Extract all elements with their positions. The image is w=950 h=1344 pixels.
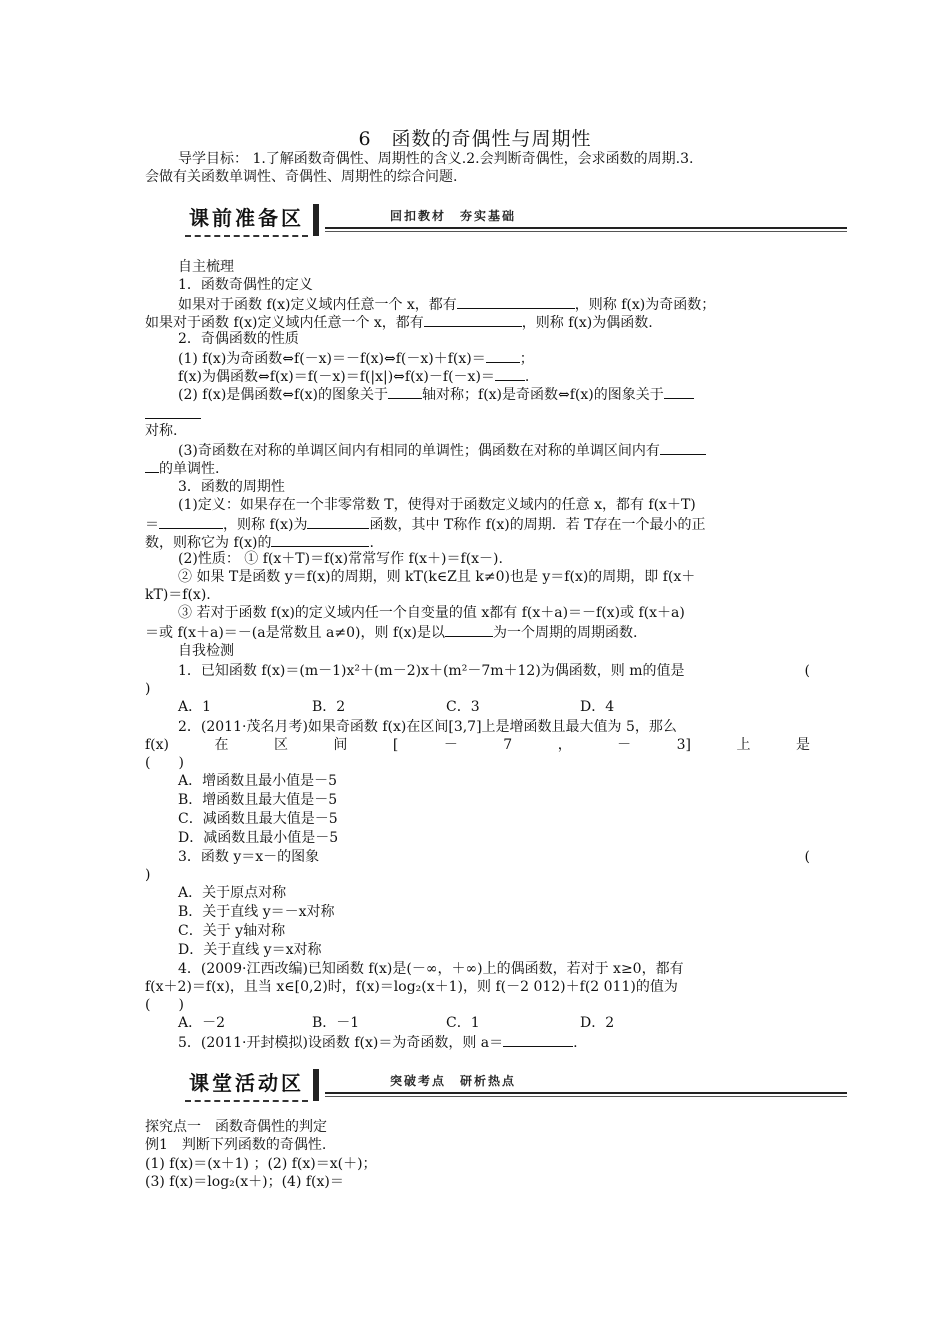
property-monotonic-text-end: 的单调性. — [159, 461, 220, 477]
period-property-2-end: kT)＝f(x). — [145, 587, 211, 603]
intro-line-1: 导学目标： 1.了解函数奇偶性、周期性的含义.2.会判断奇偶性，会求函数的周期.3. — [178, 151, 694, 167]
heading-self-review: 自主梳理 — [178, 259, 234, 275]
word: 3] — [676, 737, 691, 753]
word: 7 — [503, 737, 513, 753]
property-even-text: f(x)为偶函数⇔f(x)＝f(－x)＝f(|x|)⇔f(x)－f(－x)＝ — [178, 369, 495, 385]
definition-title: 1．函数奇偶性的定义 — [178, 277, 313, 293]
answer-blank — [307, 514, 369, 529]
answer-blank — [388, 384, 422, 399]
option-d[interactable]: D．4 — [580, 699, 615, 715]
question-3 — [178, 848, 810, 866]
answer-paren: ( — [804, 663, 810, 679]
period-title: 3．函数的周期性 — [178, 479, 285, 495]
definition-odd — [178, 294, 810, 314]
option-a[interactable]: A．1 — [178, 699, 212, 715]
property-symmetry-text-mid: 轴对称；f(x)是奇函数⇔f(x)的图象关于 — [422, 387, 664, 403]
property-symmetry-text: (2) f(x)是偶函数⇔f(x)的图象关于 — [178, 387, 389, 403]
banner-rule — [325, 1092, 847, 1094]
period-definition-2 — [145, 514, 810, 534]
definition-odd-text-end: ，则称 f(x)为奇函数； — [574, 297, 716, 313]
q3-option-b[interactable]: B．关于直线 y＝－x对称 — [178, 904, 335, 920]
banner-divider — [313, 204, 319, 236]
word: 是 — [795, 737, 810, 753]
answer-blank — [503, 1032, 573, 1047]
question-1 — [178, 662, 810, 680]
question-2: 2．(2011·茂名月考)如果奇函数 f(x)在区间[3,7]上是增函数且最大值为 5，那么 — [178, 719, 677, 735]
word: 区 — [273, 737, 288, 753]
question-2-paren: ( ) — [145, 755, 184, 771]
period-text: ＝ — [145, 517, 159, 533]
banner-subtitle: 突破考点 研析热点 — [390, 1074, 517, 1088]
q2-option-a[interactable]: A．增函数且最小值是－5 — [178, 773, 338, 789]
definition-even — [145, 312, 810, 332]
period-property-text-end: 为一个周期的周期函数. — [492, 625, 638, 641]
property-even — [178, 366, 810, 386]
property-odd-text: (1) f(x)为奇函数⇔f(－x)＝－f(x)⇔f(－x)＋f(x)＝ — [178, 351, 486, 367]
answer-blank — [486, 348, 520, 363]
banner-label: 课堂活动区 — [185, 1068, 308, 1098]
q3-option-c[interactable]: C．关于 y轴对称 — [178, 923, 286, 939]
property-symmetry-end: 对称. — [145, 423, 178, 439]
option-b[interactable]: B．－1 — [312, 1015, 360, 1031]
answer-blank — [660, 440, 706, 455]
banner-rule — [325, 227, 847, 229]
q3-option-a[interactable]: A．关于原点对称 — [178, 885, 287, 901]
explore-heading: 探究点一 函数奇偶性的判定 — [145, 1119, 327, 1135]
word: 在 — [214, 737, 229, 753]
banner-label: 课前准备区 — [185, 203, 308, 233]
period-definition-1: (1)定义：如果存在一个非零常数 T，使得对于函数定义域内的任意 x，都有 f(x＋T) — [178, 497, 696, 513]
section-banner-prep — [185, 203, 847, 243]
option-a[interactable]: A．－2 — [178, 1015, 226, 1031]
answer-blank — [271, 532, 369, 547]
property-symmetry — [178, 384, 810, 404]
definition-even-text-end: ，则称 f(x)为偶函数. — [521, 315, 653, 331]
property-monotonic — [178, 440, 810, 460]
answer-blank — [424, 312, 522, 327]
banner-subtitle: 回扣教材 夯实基础 — [390, 209, 517, 223]
property-title: 2．奇偶函数的性质 — [178, 331, 299, 347]
period-text-mid: ，则称 f(x)为 — [223, 517, 308, 533]
answer-blank — [145, 404, 201, 419]
word: ， — [557, 737, 572, 753]
page-title: 6 函数的奇偶性与周期性 — [358, 128, 592, 150]
banner-rule-thin — [325, 231, 847, 232]
question-2-spread — [145, 736, 810, 754]
option-c[interactable]: C．1 — [446, 1015, 480, 1031]
answer-paren: ( — [804, 849, 810, 865]
banner-rule-thin — [325, 1096, 847, 1097]
example-1-parts-2: (3) f(x)＝log₂(x＋)；(4) f(x)＝ — [145, 1174, 344, 1190]
property-odd — [178, 348, 810, 368]
property-even-text-end: . — [524, 369, 530, 385]
q2-option-c[interactable]: C．减函数且最大值是－5 — [178, 811, 338, 827]
word: － — [617, 737, 632, 753]
intro-line-2: 会做有关函数单调性、奇偶性、周期性的综合问题. — [145, 169, 458, 185]
period-property-text: ＝或 f(x＋a)＝－(a是常数且 a≠0)，则 f(x)是以 — [145, 625, 445, 641]
question-4-paren: ( ) — [145, 997, 184, 1013]
q2-option-d[interactable]: D．减函数且最小值是－5 — [178, 830, 339, 846]
question-5-text: 5．(2011·开封模拟)设函数 f(x)＝为奇函数，则 a＝ — [178, 1035, 504, 1051]
word: 间 — [333, 737, 348, 753]
period-min-text: 数，则称它为 f(x)的 — [145, 535, 272, 551]
question-1-text: 1．已知函数 f(x)＝(m－1)x²＋(m－2)x＋(m²－7m＋12)为偶函数，则 m的值是 — [178, 663, 685, 679]
answer-blank — [495, 366, 525, 381]
property-monotonic-text: (3)奇函数在对称的单调区间内有相同的单调性；偶函数在对称的单调区间内有 — [178, 443, 660, 459]
question-3-paren-close: ) — [145, 867, 151, 883]
question-4: 4．(2009·江西改编)已知函数 f(x)是(－∞，＋∞)上的偶函数，若对于 x≥0，都有 — [178, 961, 684, 977]
period-property-2: ② 如果 T是函数 y＝f(x)的周期，则 kT(k∈Z且 k≠0)也是 y＝f(x)的周期，即 f(x＋ — [178, 569, 696, 585]
period-min-text-end: . — [369, 535, 374, 551]
property-odd-text-end: ； — [519, 351, 534, 367]
option-c[interactable]: C．3 — [446, 699, 480, 715]
q3-option-d[interactable]: D．关于直线 y＝x对称 — [178, 942, 322, 958]
banner-divider — [313, 1069, 319, 1101]
section-banner-class — [185, 1068, 847, 1108]
period-property-3: ③ 若对于函数 f(x)的定义域内任一个自变量的值 x都有 f(x＋a)＝－f(x)或 f(x＋a) — [178, 605, 685, 621]
example-1-parts-1: (1) f(x)＝(x＋1) ；(2) f(x)＝x(＋)； — [145, 1156, 377, 1172]
period-property-1: (2)性质： ① f(x＋T)＝f(x)常常写作 f(x＋)＝f(x－). — [178, 551, 503, 567]
heading-self-check: 自我检测 — [178, 643, 234, 659]
word: [ — [392, 737, 399, 753]
question-4-line-2: f(x＋2)＝f(x)，且当 x∈[0,2)时，f(x)＝log₂(x＋1)，则 f(－2 012)＋f(2 011)的值为 — [145, 979, 678, 995]
answer-blank — [445, 622, 493, 637]
answer-blank — [457, 294, 575, 309]
question-5 — [178, 1032, 810, 1052]
period-text-end: 函数，其中 T称作 f(x)的周期．若 T存在一个最小的正 — [369, 517, 706, 533]
word: － — [443, 737, 458, 753]
answer-blank — [159, 514, 223, 529]
question-3-text: 3．函数 y＝x－的图象 — [178, 849, 320, 865]
option-b[interactable]: B．2 — [312, 699, 346, 715]
definition-even-text: 如果对于函数 f(x)定义域内任意一个 x，都有 — [145, 315, 424, 331]
property-symmetry-blank — [145, 404, 810, 424]
question-1-paren-close: ) — [145, 681, 151, 697]
period-property-3-end — [145, 622, 810, 642]
q2-option-b[interactable]: B．增函数且最大值是－5 — [178, 792, 338, 808]
word: f(x) — [145, 737, 170, 753]
option-d[interactable]: D．2 — [580, 1015, 615, 1031]
period-definition-3 — [145, 532, 810, 552]
word: 上 — [736, 737, 751, 753]
example-1: 例1 判断下列函数的奇偶性. — [145, 1137, 327, 1153]
definition-odd-text: 如果对于函数 f(x)定义域内任意一个 x，都有 — [178, 297, 457, 313]
question-5-text-end: . — [573, 1035, 578, 1051]
answer-blank — [145, 458, 159, 473]
answer-blank — [664, 384, 694, 399]
property-monotonic-end — [145, 458, 810, 478]
